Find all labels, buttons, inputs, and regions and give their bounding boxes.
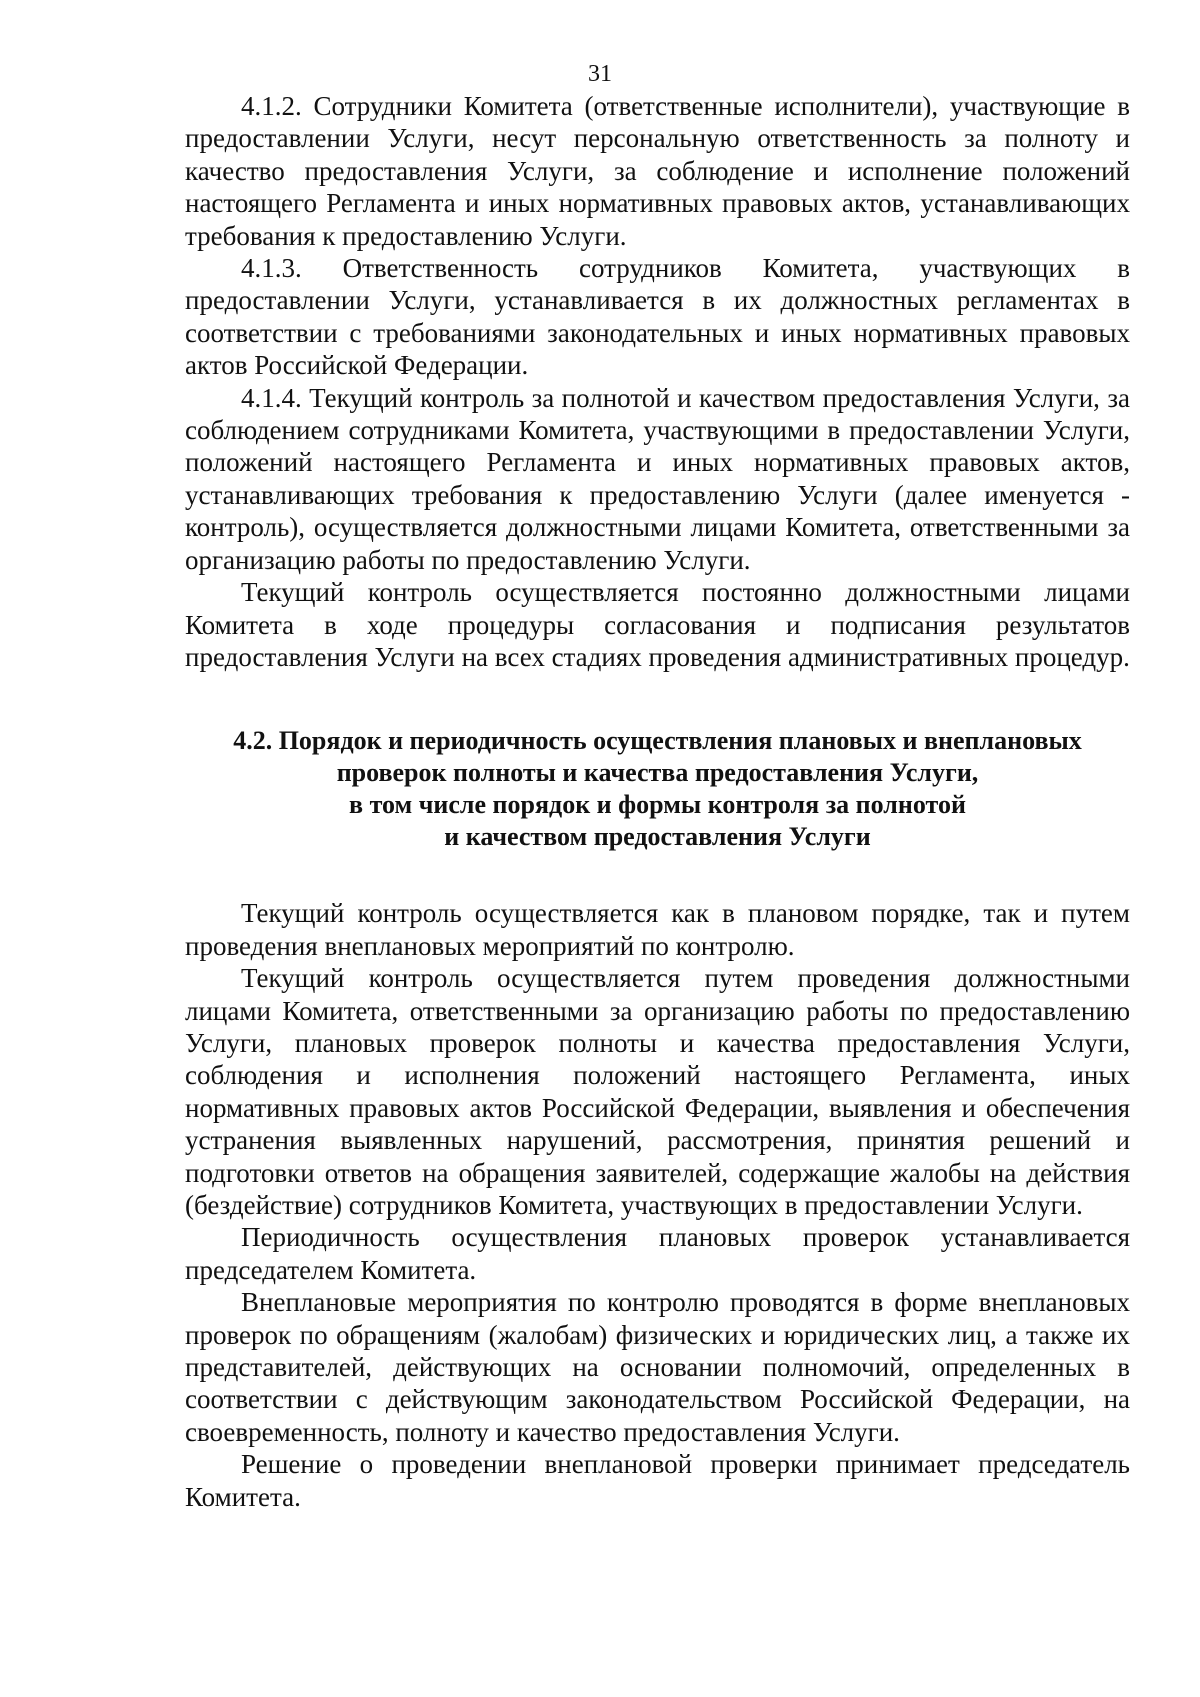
section-heading-line: проверок полноты и качества предоставления Услуги,	[336, 758, 979, 788]
paragraph-4-1-2: 4.1.2. Сотрудники Комитета (ответственные исполнители), участвующие в предоставлении Услуги, несут персональную ответственность за полноту и качество предоставления Услуги, за соблюдение и исполнение положений настоящего Регламента и иных нормативных правовых актов, устанавливающих требования к предоставлению Услуги.	[185, 91, 1130, 251]
paragraph-unplanned-checks: Внеплановые мероприятия по контролю проводятся в форме внеплановых проверок по обращениям (жалобам) физических и юридических лиц, а также их представителей, действующих на основании полномочий, определенных в соответствии с действующим законодательством Российской Федерации, на своевременность, полноту и качество предоставления Услуги.	[185, 1287, 1130, 1447]
paragraph-control-modes: Текущий контроль осуществляется как в плановом порядке, так и путем проведения внеплановых мероприятий по контролю.	[185, 898, 1130, 961]
paragraph-4-1-4: 4.1.4. Текущий контроль за полнотой и качеством предоставления Услуги, за соблюдением сотрудниками Комитета, участвующими в предоставлении Услуги, положений настоящего Регламента и иных нормативных правовых актов, устанавливающих требования к предоставлению Услуги (далее именуется - контроль), осуществляется должностными лицами Комитета, ответственными за организацию работы по предоставлению Услуги.	[185, 382, 1130, 575]
paragraph-planned-checks: Текущий контроль осуществляется путем проведения должностными лицами Комитета, ответственными за организацию работы по предоставлению Услуги, плановых проверок полноты и качества предоставления Услуги, соблюдения и исполнения положений настоящего Регламента, иных нормативных правовых актов Российской Федерации, выявления и обеспечения устранения выявленных нарушений, рассмотрения, принятия решений и подготовки ответов на обращения заявителей, содержащие жалобы на действия (бездействие) сотрудников Комитета, участвующих в предоставлении Услуги.	[185, 963, 1130, 1220]
section-heading-line: 4.2. Порядок и периодичность осуществления плановых и внеплановых	[233, 726, 1082, 756]
paragraph-4-1-3: 4.1.3. Ответственность сотрудников Комитета, участвующих в предоставлении Услуги, устанавливается в их должностных регламентах в соответствии с требованиями законодательных и иных нормативных правовых актов Российской Федерации.	[185, 253, 1130, 381]
section-heading-line: и качеством предоставления Услуги	[444, 822, 871, 852]
section-heading-line: в том числе порядок и формы контроля за полнотой	[349, 790, 966, 820]
section-heading-4-2	[185, 725, 1130, 853]
paragraph-decision: Решение о проведении внеплановой проверки принимает председатель Комитета.	[185, 1449, 1130, 1512]
page-number: 31	[588, 61, 612, 87]
paragraph-current-control: Текущий контроль осуществляется постоянно должностными лицами Комитета в ходе процедуры согласования и подписания результатов предоставления Услуги на всех стадиях проведения административных процедур.	[185, 577, 1130, 672]
paragraph-periodicity: Периодичность осуществления плановых проверок устанавливается председателем Комитета.	[185, 1222, 1130, 1285]
document-body	[185, 90, 1130, 1513]
